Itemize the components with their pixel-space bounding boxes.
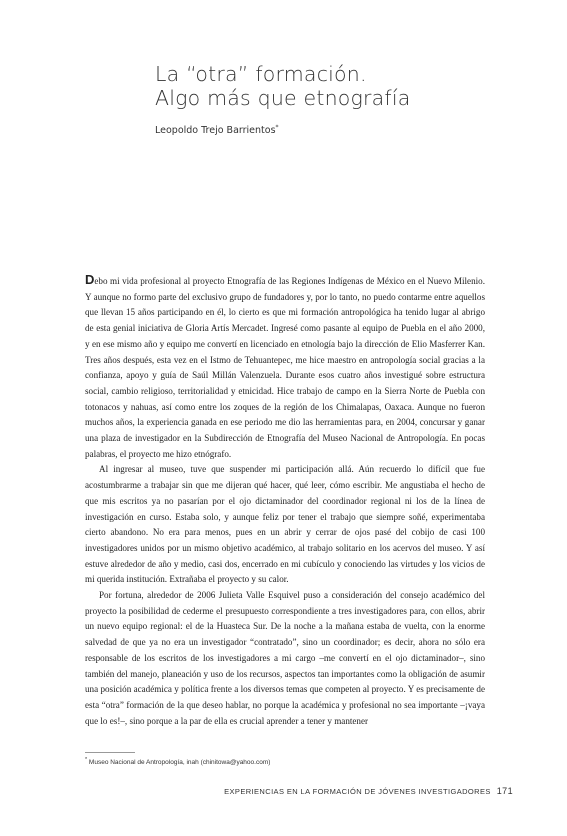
paragraph-1-text: ebo mi vida profesional al proyecto Etnografía de las Regiones Indígenas de México en el Nuevo Milenio. Y aunque no formo parte del exclusivo grupo de fundadores y, por lo tanto, no puedo contarme entre aquellos que llevan 15 años participando en él, lo cierto es que mi formación antropológica ha tenido lugar al abrigo de esta genial iniciativa de Gloria Artís Mercadet. Ingresé como pasante al equipo de Puebla en el año 2000, y en ese mismo año y equipo me convertí en licenciado en etnología bajo la dirección de Elio Masferrer Kan. Tres años después, esta vez en el Istmo de Tehuantepec, me hice maestro en antropología social gracias a la confianza, apoyo y guía de Saúl Millán Valenzuela. Durante esos cuatro años investigué sobre estructura social, cambio religioso, territorialidad y etnicidad. Hice trabajo de campo en la Sierra Norte de Puebla con totonacos y nahuas, así como entre los zoques de la región de los Chimalapas, Oaxaca. Aunque no fueron muchos años, la experiencia ganada en ese periodo me dio las herramientas para, en 2004, concursar y ganar una plaza de investigador en la Subdirección de Etnografía del Museo Nacional de Antropología. En pocas palabras, el proyecto me hizo etnógrafo.	[85, 276, 485, 459]
paragraph-3: Por fortuna, alrededor de 2006 Julieta Valle Esquivel puso a consideración del consejo académico del proyecto la posibilidad de cederme el presupuesto correspondiente a tres investigadores para, con ellos, abrir un nuevo equipo regional: el de la Huasteca Sur. De la noche a la mañana estaba de vuelta, con la enorme salvedad de que ya no era un investigador “contratado”, sino un coordinador; es decir, ahora no sólo era responsable de los escritos de los investigadores a mi cargo –me convertí en el ojo dictaminador–, sino también del manejo, planeación y uso de los recursos, aspectos tan importantes como la obligación de asumir una posición académica y política frente a los diversos temas que competen al proyecto. Y es precisamente de esta “otra” formación de la que deseo hablar, no porque la académica y profesional no sea importante –¡vaya que lo es!–, sino porque a la par de ella es crucial aprender a tener y mantener	[85, 590, 485, 726]
author-footnote-mark: *	[275, 124, 279, 131]
paragraph-1	[85, 272, 485, 462]
article-title	[155, 62, 515, 110]
page-number: 171	[496, 786, 513, 796]
footnote-mark: *	[85, 757, 88, 763]
article-title-line-1: La “otra” formación.	[155, 62, 367, 86]
running-footer	[224, 786, 513, 796]
footnote-text: Museo Nacional de Antropología, inah (chinitowa@yahoo.com)	[88, 759, 271, 767]
footnote-divider	[85, 752, 135, 753]
article-title-line-2: Algo más que etnografía	[155, 86, 411, 110]
author-name: Leopoldo Trejo Barrientos	[155, 125, 276, 137]
running-footer-text: EXPERIENCIAS EN LA FORMACIÓN DE JÓVENES INVESTIGADORES	[224, 787, 491, 796]
drop-cap: D	[85, 272, 95, 287]
article-body	[85, 272, 485, 729]
footnote	[85, 757, 270, 766]
paragraph-2: Al ingresar al museo, tuve que suspender mi participación allá. Aún recuerdo lo difícil que fue acostumbrarme a trabajar sin que me dijeran qué hacer, qué leer, cómo escribir. Me angustiaba el hecho de que mis escritos ya no pasarían por el ojo dictaminador del coordinador regional ni los de la línea de investigación en curso. Estaba solo, y aunque feliz por tener el trabajo que siempre soñé, experimentaba cierto abandono. No era para menos, pues en un abrir y cerrar de ojos pasé del cobijo de casi 100 investigadores unidos por un mismo objetivo académico, al trabajo solitario en los acervos del museo. Y así estuve alrededor de año y medio, casi dos, encerrado en mi cubículo y conociendo las virtudes y los vicios de mi querida institución. Extrañaba el proyecto y su calor.	[85, 464, 485, 585]
author-byline	[155, 124, 279, 136]
